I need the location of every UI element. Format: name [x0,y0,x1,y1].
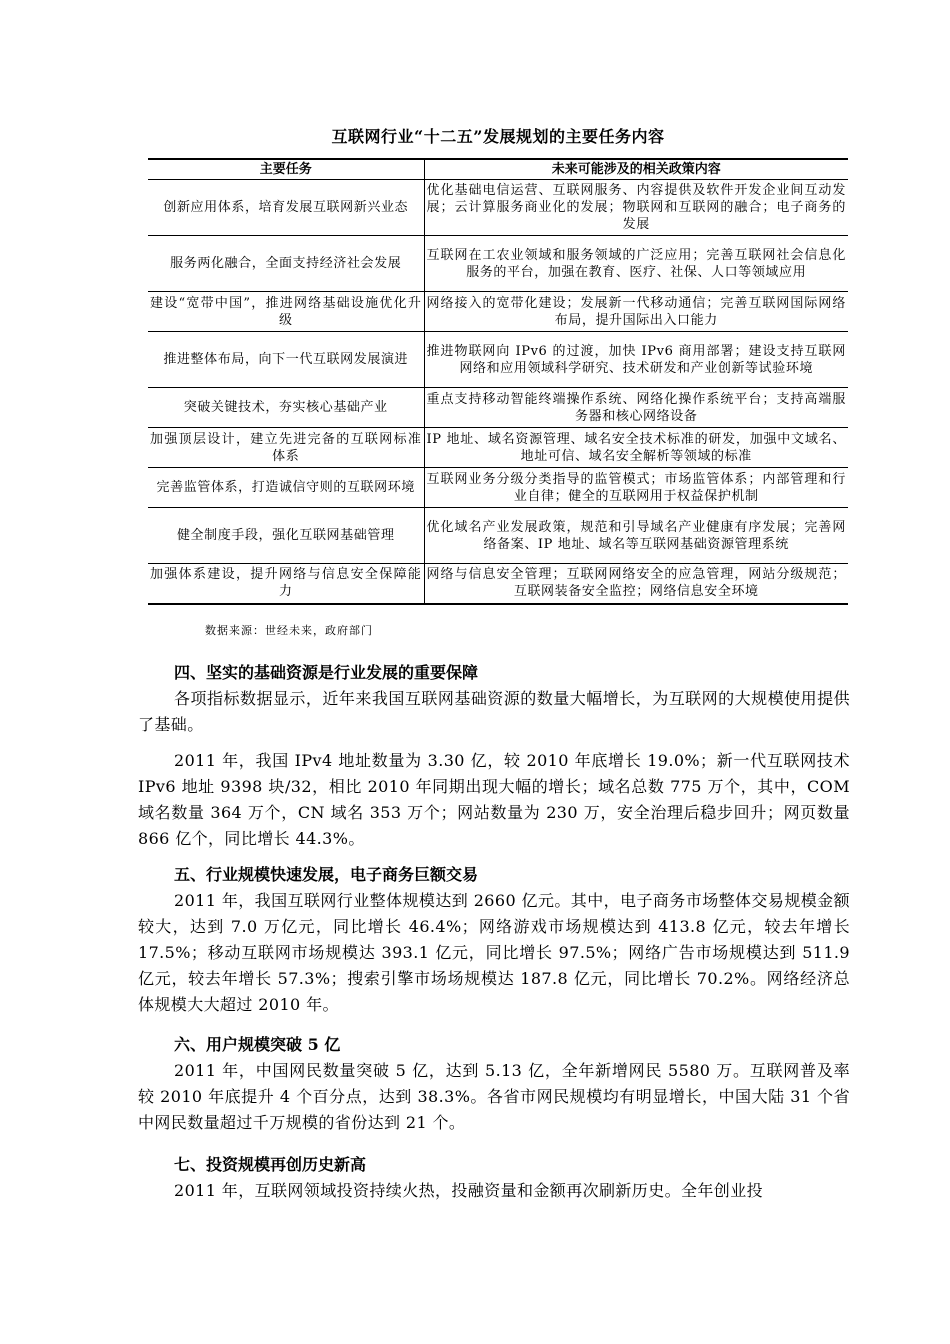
task-cell: 推进整体布局，向下一代互联网发展演进 [148,332,424,388]
task-cell: 完善监管体系，打造诚信守则的互联网环境 [148,468,424,508]
policy-cell: IP 地址、域名资源管理、域名安全技术标准的研发，加强中文域名、地址可信、域名安全解析等领域的标准 [424,428,848,468]
task-cell: 突破关键技术，夯实核心基础产业 [148,388,424,428]
policy-cell: 优化域名产业发展政策，规范和引导域名产业健康有序发展；完善网络备案、IP 地址、域名等互联网基础资源管理系统 [424,508,848,564]
table-row [148,292,848,332]
paragraph: 2011 年，中国网民数量突破 5 亿，达到 5.13 亿，全年新增网民 5580 万。互联网普及率较 2010 年底提升 4 个百分点，达到 38.3%。各省市网民规模均有明显增长，中国大陆 31 个省中网民数量超过千万规模的省份达到 21 个。 [138,1061,850,1132]
paragraph: 2011 年，我国互联网行业整体规模达到 2660 亿元。其中，电子商务市场整体交易规模金额较大，达到 7.0 万亿元，同比增长 46.4%；网络游戏市场规模达到 413.8 亿元，较去年增长 17.5%；移动互联网市场规模达 393.1 亿元，同比增长 97.5%；网络广告市场规模达到 511.9 亿元，较去年增长 57.3%；搜索引擎市场场规模达 187.8 亿元，同比增长 70.2%。网络经济总体规模大大超过 2010 年。 [138,891,850,1014]
policy-cell: 互联网在工农业领域和服务领域的广泛应用；完善互联网社会信息化服务的平台，加强在教育、医疗、社保、人口等领域应用 [424,236,848,292]
table-row [148,388,848,428]
section-heading: 四、坚实的基础资源是行业发展的重要保障 [174,663,479,682]
table-row [148,508,848,564]
table-row [148,180,848,236]
policy-cell: 优化基础电信运营、互联网服务、内容提供及软件开发企业间互动发展；云计算服务商业化的发展；物联网和互联网的融合；电子商务的发展 [424,180,848,236]
task-cell: 服务两化融合，全面支持经济社会发展 [148,236,424,292]
section-industry-scale [138,862,850,1018]
section-infrastructure [138,660,850,852]
section-heading: 五、行业规模快速发展，电子商务巨额交易 [174,865,479,884]
table-header-row [148,159,848,180]
header-policy-content: 未来可能涉及的相关政策内容 [424,159,848,180]
table-row [148,332,848,388]
policy-cell: 重点支持移动智能终端操作系统、网络化操作系统平台；支持高端服务器和核心网络设备 [424,388,848,428]
task-cell: 加强顶层设计，建立先进完备的互联网标准体系 [148,428,424,468]
policy-cell: 网络接入的宽带化建设；发展新一代移动通信；完善互联网国际网络布局，提升国际出入口能力 [424,292,848,332]
section-investment-scale [138,1152,850,1204]
table-row [148,564,848,604]
table-row [148,236,848,292]
task-cell: 健全制度手段，强化互联网基础管理 [148,508,424,564]
section-heading: 六、用户规模突破 5 亿 [174,1035,341,1054]
section-heading: 七、投资规模再创历史新高 [174,1155,367,1174]
paragraph: 各项指标数据显示，近年来我国互联网基础资源的数量大幅增长，为互联网的大规模使用提供了基础。 [138,689,850,734]
policy-cell: 推进物联网向 IPv6 的过渡，加快 IPv6 商用部署；建设支持互联网网络和应用领域科学研究、技术研发和产业创新等试验环境 [424,332,848,388]
task-cell: 创新应用体系，培育发展互联网新兴业态 [148,180,424,236]
table-source-note: 数据来源：世经未来，政府部门 [205,624,373,637]
task-cell: 加强体系建设，提升网络与信息安全保障能力 [148,564,424,604]
policy-cell: 互联网业务分级分类指导的监管模式；市场监管体系；内部管理和行业自律；健全的互联网用于权益保护机制 [424,468,848,508]
header-main-task: 主要任务 [148,159,424,180]
table-row [148,428,848,468]
task-cell: 建设“宽带中国”，推进网络基础设施优化升级 [148,292,424,332]
section-user-scale [138,1032,850,1136]
paragraph: 2011 年，互联网领域投资持续火热，投融资量和金额再次刷新历史。全年创业投 [174,1181,764,1200]
policy-cell: 网络与信息安全管理；互联网网络安全的应急管理，网站分级规范；互联网装备安全监控；网络信息安全环境 [426,567,846,600]
table-title: 互联网行业“十二五”发展规划的主要任务内容 [331,127,665,146]
tasks-table [148,158,848,605]
paragraph: 2011 年，我国 IPv4 地址数量为 3.30 亿，较 2010 年底增长 19.0%；新一代互联网技术 IPv6 地址 9398 块/32，相比 2010 年同期出现大幅的增长；域名总数 775 万个，其中，COM 域名数量 364 万个，CN 域名 353 万个；网站数量为 230 万，安全治理后稳步回升；网页数量 866 亿个，同比增长 44.3%。 [138,751,850,848]
table-row [148,468,848,508]
